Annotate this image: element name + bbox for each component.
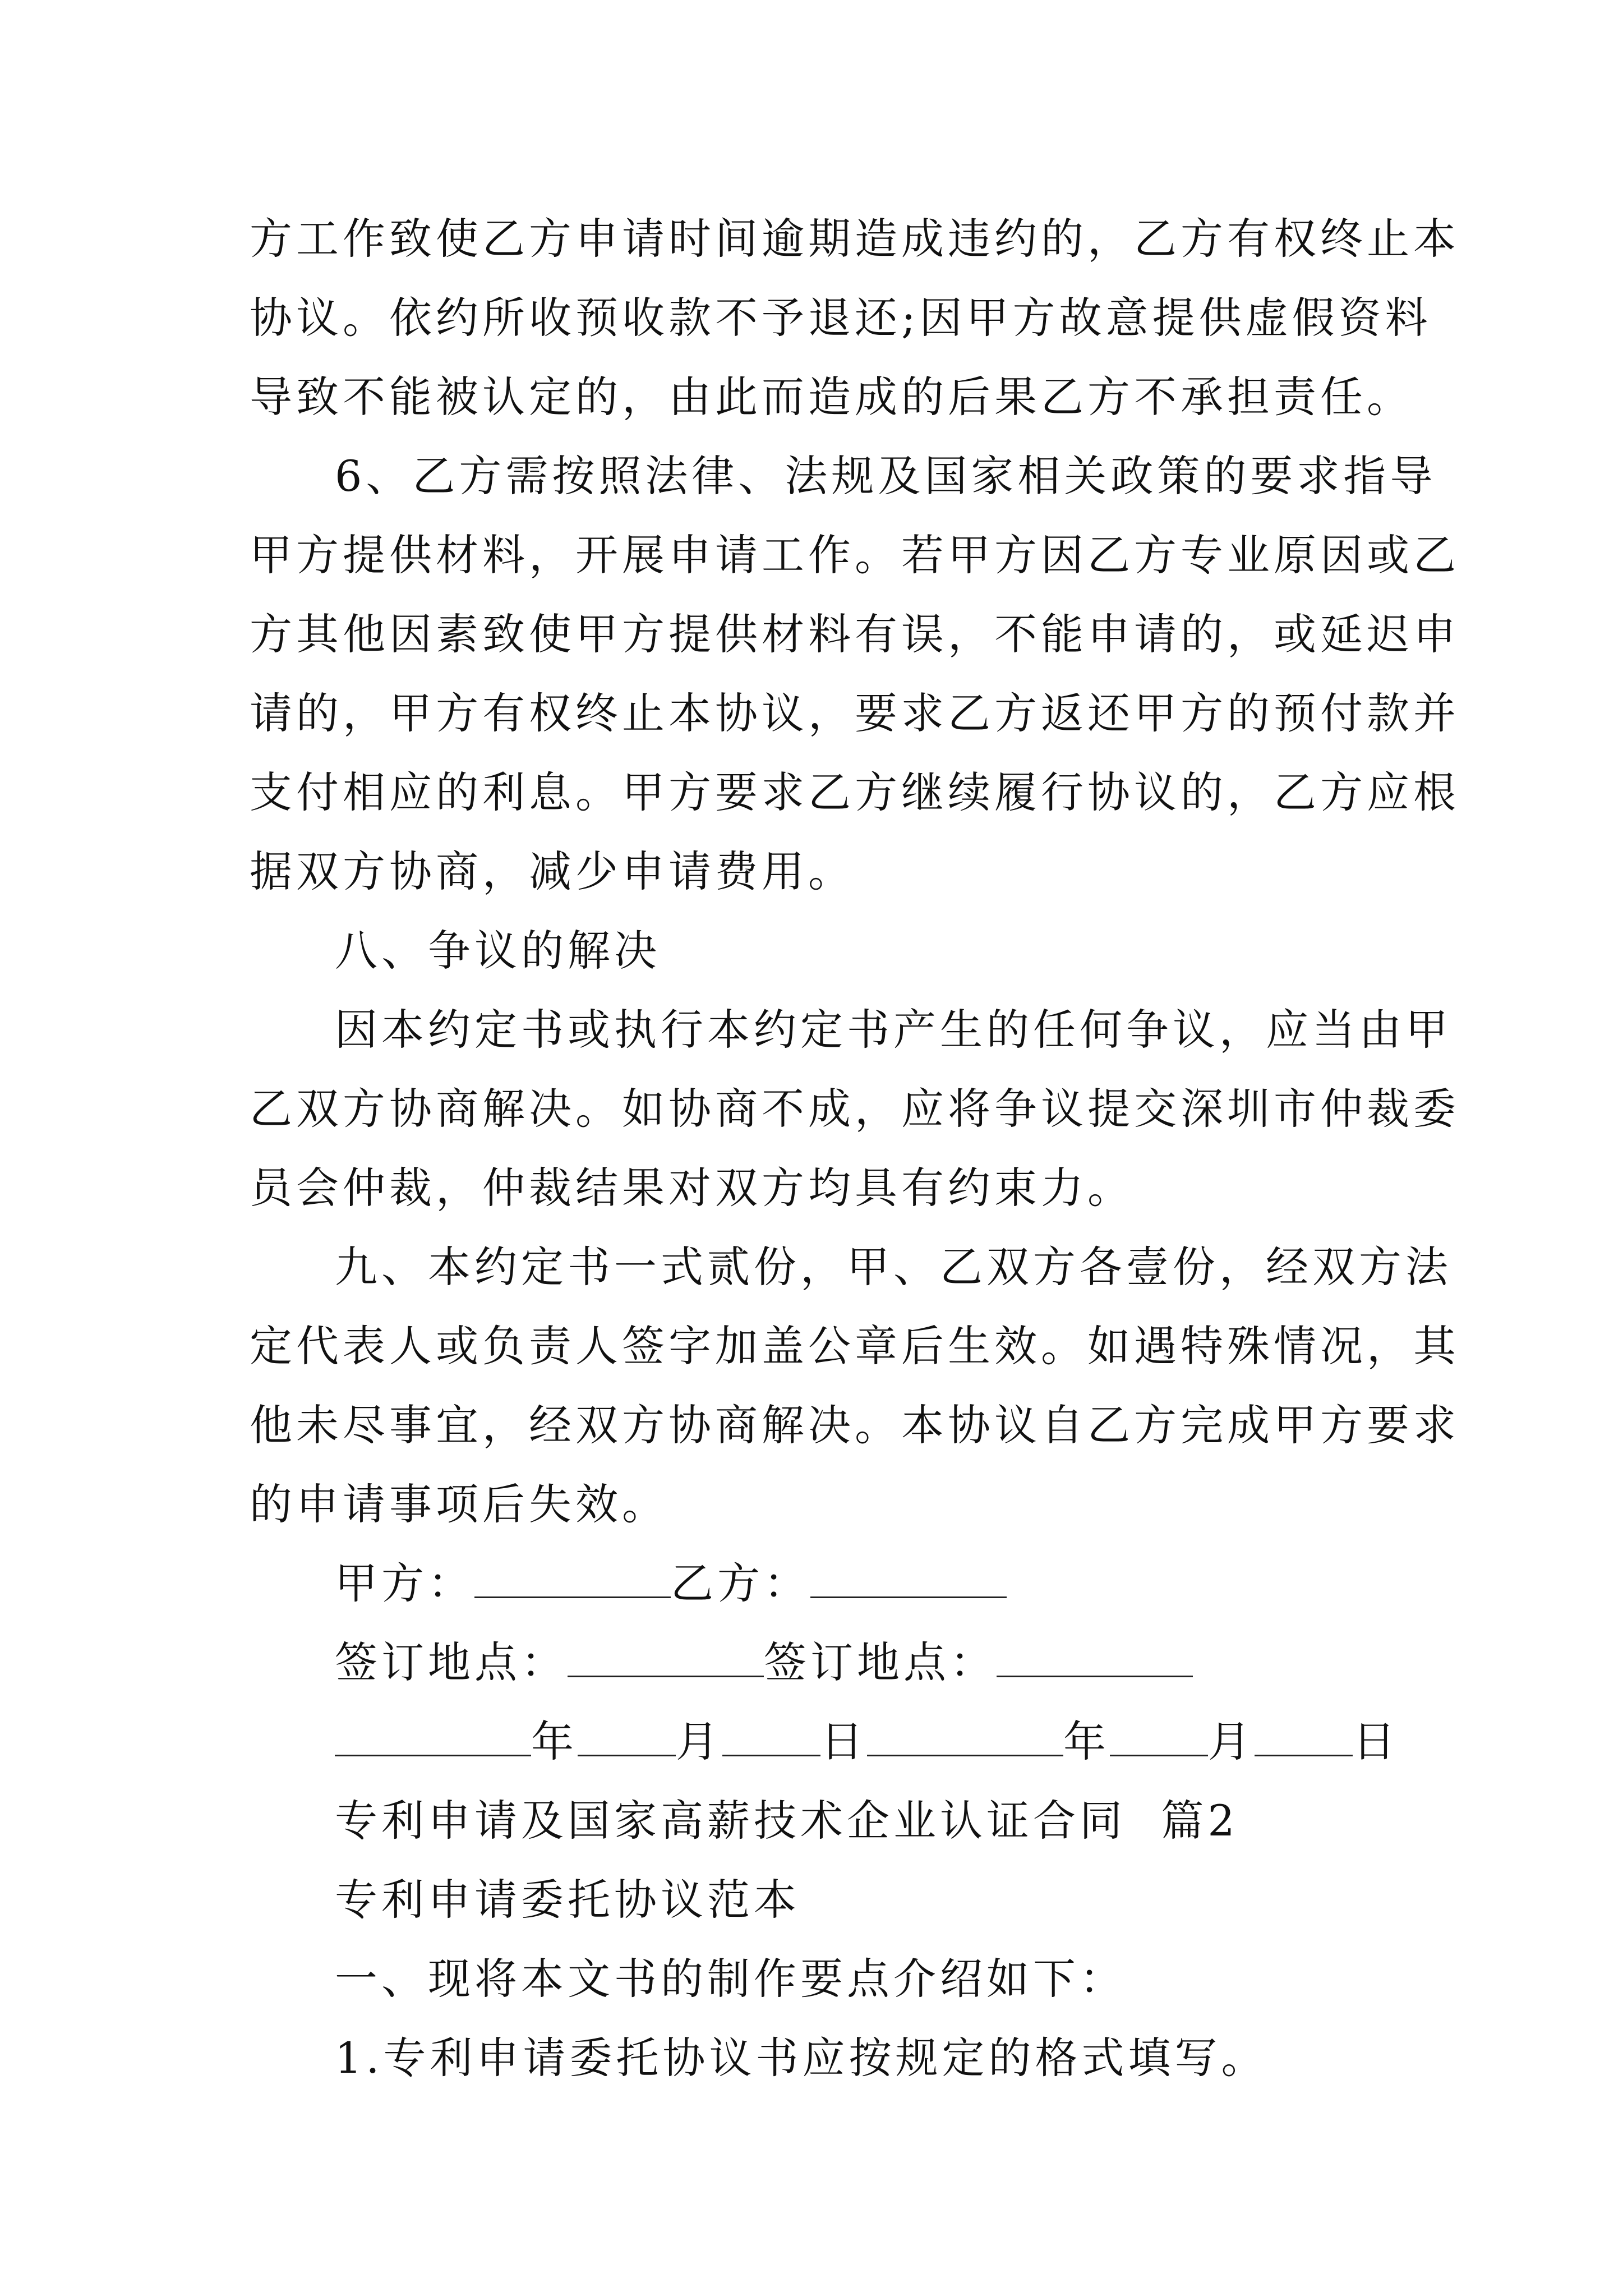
- month-b-label: 月: [1208, 1717, 1255, 1766]
- text-line: 请的，甲方有权终止本协议，要求乙方返还甲方的预付款并: [250, 688, 1460, 738]
- party-a-label: 甲方：: [335, 1558, 474, 1608]
- document-body: [250, 199, 1460, 2097]
- text-line: 6、乙方需按照法律、法规及国家相关政策的要求指导: [335, 451, 1437, 501]
- text-line: 据双方协商，减少申请费用。: [250, 846, 855, 896]
- month-a-label: 月: [676, 1717, 722, 1766]
- place-b-label: 签订地点：: [764, 1637, 997, 1687]
- section2-intro: 一、现将本文书的制作要点介绍如下：: [335, 1954, 1126, 2004]
- section2-subtitle: 专利申请委托协议范本: [335, 1875, 800, 1925]
- day-a-blank: [722, 1719, 820, 1756]
- year-b-blank: [867, 1719, 1063, 1756]
- text-line: 方工作致使乙方申请时间逾期造成违约的，乙方有权终止本: [250, 214, 1460, 264]
- month-a-blank: [578, 1719, 676, 1756]
- place-a-label: 签订地点：: [335, 1637, 568, 1687]
- section-heading: 八、争议的解决: [335, 926, 661, 976]
- text-line: 乙双方协商解决。如协商不成，应将争议提交深圳市仲裁委: [250, 1084, 1460, 1134]
- text-line: 他未尽事宜，经双方协商解决。本协议自乙方完成甲方要求: [250, 1400, 1460, 1450]
- section2-item-1: 1.专利申请委托协议书应按规定的格式填写。: [335, 2033, 1268, 2083]
- party-b-blank: [810, 1561, 1007, 1598]
- text-line: 甲方提供材料，开展申请工作。若甲方因乙方专业原因或乙: [250, 530, 1460, 580]
- text-line: 九、本约定书一式贰份，甲、乙双方各壹份，经双方法: [335, 1242, 1452, 1292]
- year-a-blank: [335, 1719, 531, 1756]
- text-line: 支付相应的利息。甲方要求乙方继续履行协议的，乙方应根: [250, 767, 1460, 817]
- party-a-blank: [474, 1561, 671, 1598]
- text-line: 方其他因素致使甲方提供材料有误，不能申请的，或延迟申: [250, 609, 1460, 659]
- place-b-blank: [997, 1640, 1193, 1677]
- year-b-label: 年: [1063, 1717, 1110, 1766]
- signature-date-row: [250, 1702, 1399, 1781]
- text-line: 因本约定书或执行本约定书产生的任何争议，应当由甲: [335, 1005, 1452, 1055]
- month-b-blank: [1110, 1719, 1208, 1756]
- place-a-blank: [568, 1640, 764, 1677]
- day-b-blank: [1255, 1719, 1353, 1756]
- section2-title: 专利申请及国家高薪技术企业认证合同 篇2: [335, 1796, 1239, 1846]
- day-a-label: 日: [820, 1717, 867, 1766]
- text-line: 定代表人或负责人签字加盖公章后生效。如遇特殊情况，其: [250, 1321, 1460, 1371]
- text-line: 导致不能被认定的，由此而造成的后果乙方不承担责任。: [250, 372, 1413, 422]
- text-line: 员会仲裁，仲裁结果对双方均具有约束力。: [250, 1163, 1134, 1213]
- signature-parties-row: [250, 1544, 1382, 1623]
- signature-place-row: [250, 1623, 1382, 1702]
- text-line: 的申请事项后失效。: [250, 1479, 668, 1529]
- year-a-label: 年: [531, 1717, 578, 1766]
- party-b-label: 乙方：: [671, 1558, 810, 1608]
- day-b-label: 日: [1353, 1717, 1399, 1766]
- text-line: 协议。依约所收预收款不予退还;因甲方故意提供虚假资料: [250, 293, 1432, 343]
